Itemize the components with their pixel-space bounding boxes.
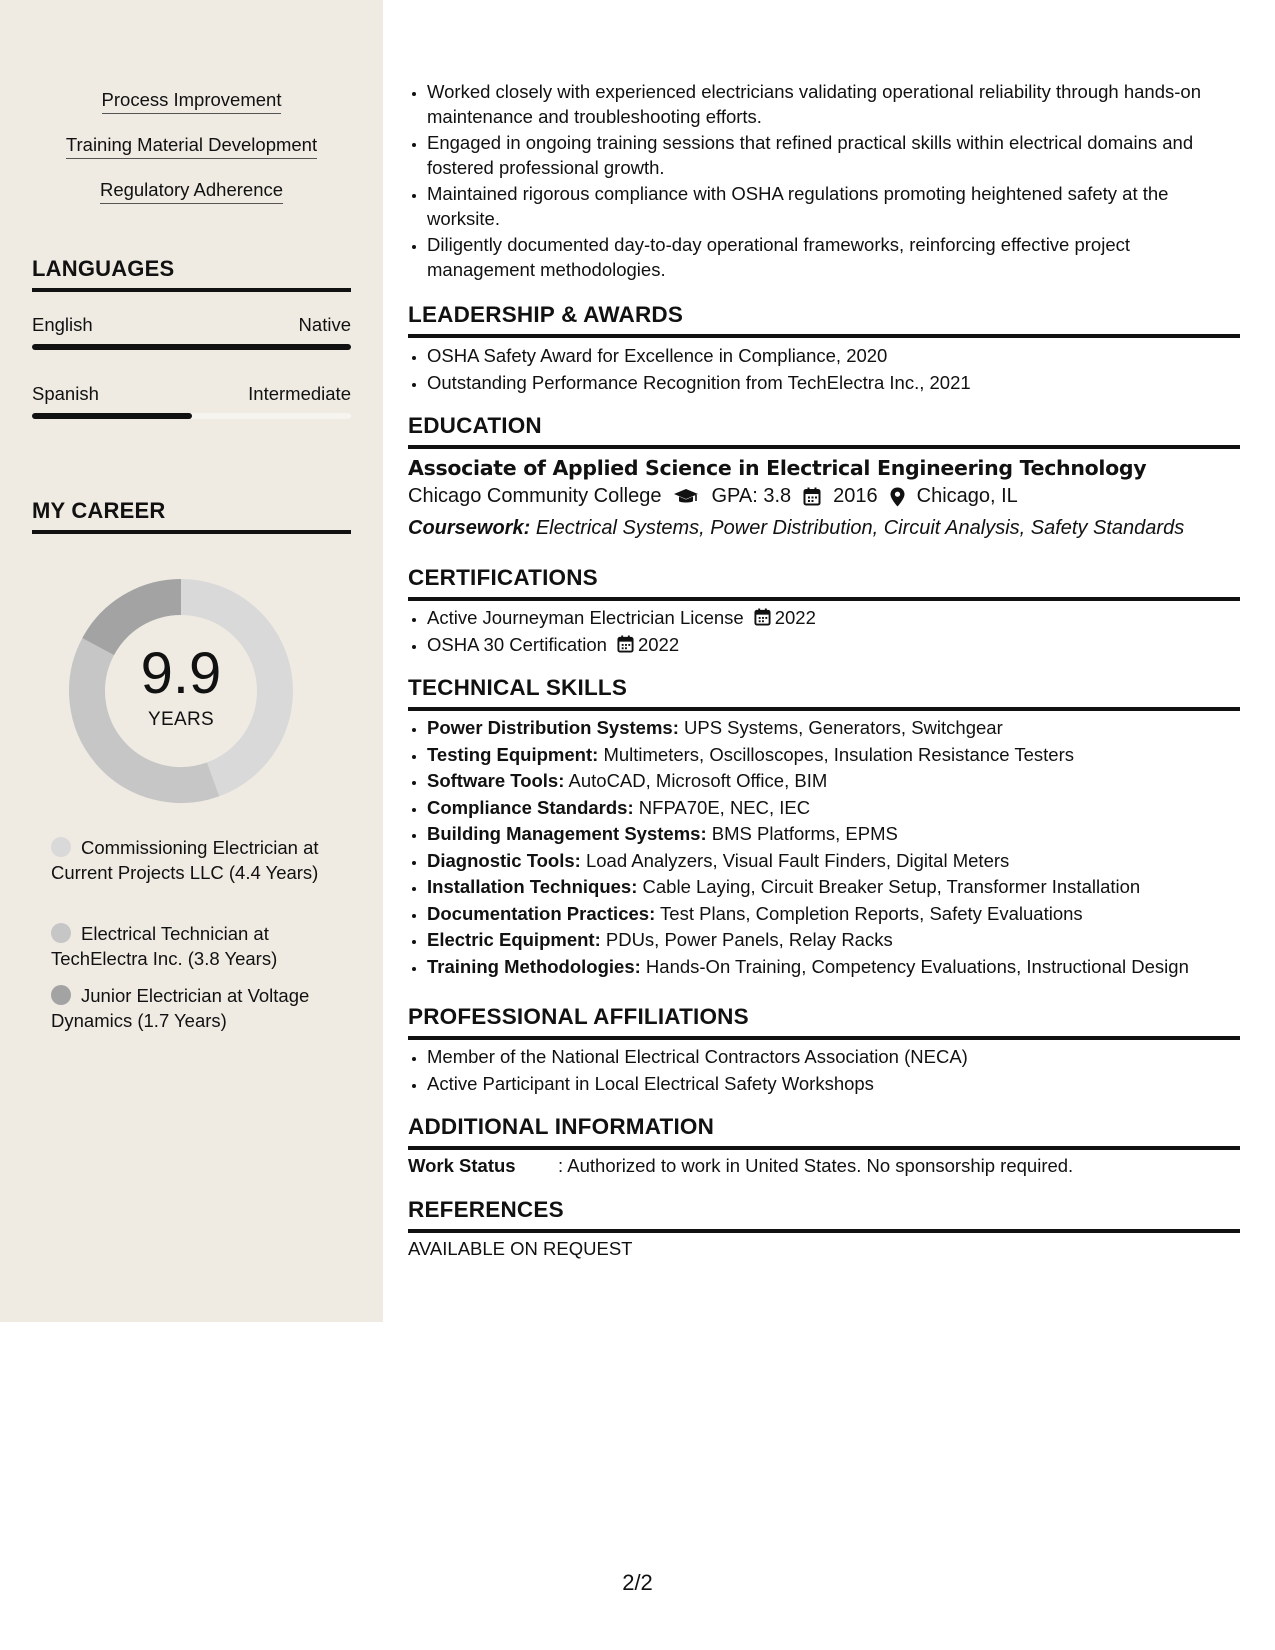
list-item: • Testing Equipment: Multimeters, Oscilloscopes, Insulation Resistance Testers <box>427 743 1240 768</box>
cert-year: 2022 <box>774 607 816 628</box>
list-item: • Maintained rigorous compliance with OSHA regulations promoting heightened safety at the worksite. <box>427 182 1240 231</box>
language-bar-english <box>32 344 351 350</box>
experience-bullets <box>408 80 1240 284</box>
career-legend-dot <box>51 837 71 857</box>
list-item: • Outstanding Performance Recognition from TechElectra Inc., 2021 <box>427 371 1240 396</box>
graduation-cap-icon <box>673 488 699 506</box>
language-bar-fill <box>32 413 192 419</box>
graduation-year: 2016 <box>833 485 878 507</box>
references-text: AVAILABLE ON REQUEST <box>408 1238 633 1259</box>
calendar-icon <box>754 608 771 626</box>
career-item: Junior Electrician at Voltage Dynamics (1.7 Years) <box>51 985 310 1031</box>
education-meta <box>408 485 1018 508</box>
skill-link-training-material[interactable]: Training Material Development <box>0 133 383 159</box>
certifications-list <box>408 606 1240 659</box>
technical-skills-list <box>408 716 1240 981</box>
list-item: • Compliance Standards: NFPA70E, NEC, IEC <box>427 796 1240 821</box>
technical-skills-heading: TECHNICAL SKILLS <box>408 675 1240 711</box>
list-item: • Documentation Practices: Test Plans, Completion Reports, Safety Evaluations <box>427 902 1240 927</box>
work-status-label: Work Status <box>408 1155 516 1176</box>
location-pin-icon <box>890 487 905 507</box>
list-item: • Diagnostic Tools: Load Analyzers, Visual Fault Finders, Digital Meters <box>427 849 1240 874</box>
language-row-english <box>32 314 351 336</box>
career-total-value: 9.9 <box>140 641 222 706</box>
list-item: • Worked closely with experienced electricians validating operational reliability through hands-on maintenance and troubleshooting efforts. <box>427 80 1240 129</box>
sidebar <box>0 0 383 1322</box>
language-bar-fill <box>32 344 351 350</box>
language-level: Native <box>298 314 351 335</box>
school-name: Chicago Community College <box>408 485 662 507</box>
list-item: • Member of the National Electrical Contractors Association (NECA) <box>427 1045 1240 1070</box>
list-item: • Active Participant in Local Electrical Safety Workshops <box>427 1072 1240 1097</box>
list-item: • OSHA Safety Award for Excellence in Compliance, 2020 <box>427 344 1240 369</box>
list-item: • Diligently documented day-to-day operational frameworks, reinforcing effective project management methodologies. <box>427 233 1240 282</box>
language-name: Spanish <box>32 383 99 404</box>
list-item: • Training Methodologies: Hands-On Training, Competency Evaluations, Instructional Design <box>427 955 1240 980</box>
work-status-value: : Authorized to work in United States. No sponsorship required. <box>558 1155 1074 1176</box>
languages-heading: LANGUAGES <box>32 256 351 292</box>
career-legend-dot <box>51 923 71 943</box>
references-heading: REFERENCES <box>408 1197 1240 1233</box>
list-item: • OSHA 30 Certification 2022 <box>427 633 1240 658</box>
career-donut-chart <box>61 571 301 811</box>
language-row-spanish <box>32 383 351 405</box>
leadership-list <box>408 344 1240 397</box>
school-location: Chicago, IL <box>916 485 1018 507</box>
language-bar-spanish <box>32 413 351 419</box>
skill-link-process-improvement[interactable]: Process Improvement <box>0 88 383 114</box>
cert-year: 2022 <box>637 633 680 655</box>
skill-link-regulatory-adherence[interactable]: Regulatory Adherence <box>0 178 383 204</box>
certifications-heading: CERTIFICATIONS <box>408 565 1240 601</box>
education-heading: EDUCATION <box>408 413 1240 449</box>
work-status <box>408 1155 1073 1177</box>
career-total-unit: YEARS <box>148 709 214 730</box>
career-legend-dot <box>51 985 71 1005</box>
page-number: 2/2 <box>622 1570 653 1595</box>
affiliations-list <box>408 1045 1240 1098</box>
language-level: Intermediate <box>248 383 351 404</box>
career-item: Electrical Technician at TechElectra Inc. (3.8 Years) <box>51 923 278 969</box>
coursework-label: Coursework: <box>408 517 531 539</box>
list-item: • Electric Equipment: PDUs, Power Panels, Relay Racks <box>427 928 1240 953</box>
coursework <box>408 517 1184 540</box>
calendar-icon <box>617 635 634 653</box>
list-item: • Building Management Systems: BMS Platforms, EPMS <box>427 822 1240 847</box>
degree-title: Associate of Applied Science in Electrical Engineering Technology <box>408 456 1147 480</box>
affiliations-heading: PROFESSIONAL AFFILIATIONS <box>408 1004 1240 1040</box>
additional-info-heading: ADDITIONAL INFORMATION <box>408 1114 1240 1150</box>
calendar-icon <box>803 487 821 506</box>
leadership-heading: LEADERSHIP & AWARDS <box>408 302 1240 338</box>
gpa: GPA: 3.8 <box>711 485 792 507</box>
coursework-text: Electrical Systems, Power Distribution, Circuit Analysis, Safety Standards <box>535 517 1185 539</box>
list-item: • Software Tools: AutoCAD, Microsoft Office, BIM <box>427 769 1240 794</box>
career-heading: MY CAREER <box>32 498 351 534</box>
career-item: Commissioning Electrician at Current Projects LLC (4.4 Years) <box>51 837 319 883</box>
list-item: • Power Distribution Systems: UPS Systems, Generators, Switchgear <box>427 716 1240 741</box>
list-item: • Active Journeyman Electrician License 2022 <box>427 606 1240 631</box>
list-item: • Installation Techniques: Cable Laying, Circuit Breaker Setup, Transformer Installation <box>427 875 1240 900</box>
language-name: English <box>32 314 93 335</box>
list-item: • Engaged in ongoing training sessions that refined practical skills within electrical domains and fostered professional growth. <box>427 131 1240 180</box>
